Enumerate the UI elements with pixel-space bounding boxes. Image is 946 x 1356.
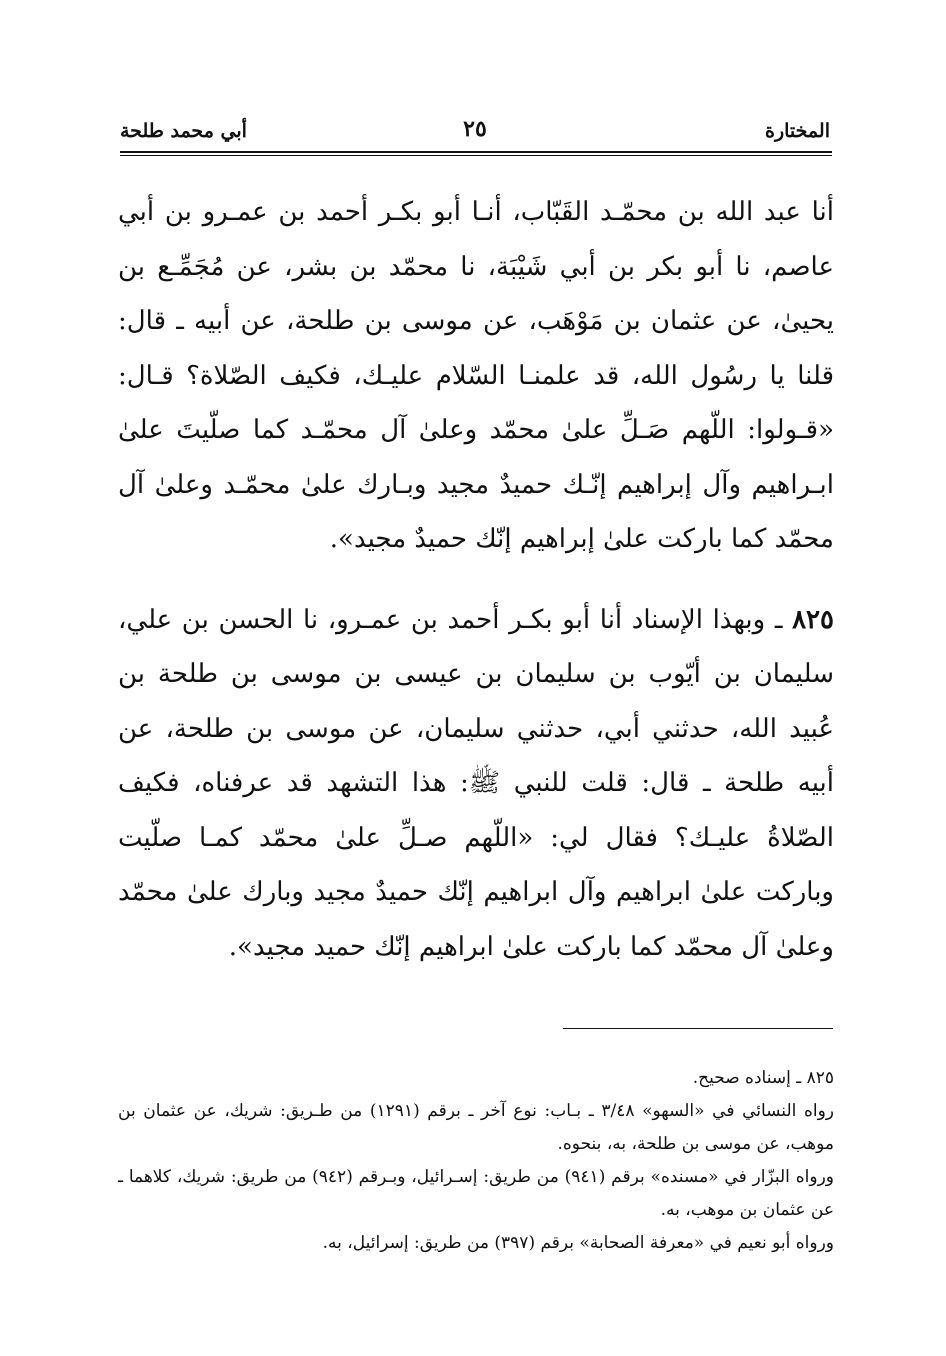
hadith-number: ٨٢٥ (792, 604, 834, 635)
footnote-line-1: ٨٢٥ ـ إسناده صحيح. (692, 1068, 834, 1088)
chapter-title: أبي محمد طلحة (120, 120, 247, 142)
hadith-paragraph-2-text: ـ وبهذا الإسناد أنا أبو بكـر أحمد بن عمـرو، نا الحسن بن علي، سليمان بن أيّوب بن سليمان بن عيسى بن موسى بن طلحة بن عُبيد الله، حدثني أبي، حدثني سليمان، عن موسى بن طلحة، عن أبيه طلحة ـ قال: قلت للنبي ﷺ: هذا التشهد قد عرفناه، فكيف الصّلاةُ عليـك؟ فقال لي: «اللّهم صـلِّ علىٰ محمّد كمـا صلّيت وباركت علىٰ ابراهيم وآل ابراهيم إنّك حميدٌ مجيد وبارك علىٰ محمّد وعلىٰ آل محمّد كما باركت علىٰ ابراهيم إنّك حميد مجيد». (118, 604, 835, 962)
footnote-separator (563, 1028, 833, 1029)
footnote-line-4: ورواه أبو نعيم في «معرفة الصحابة» برقم (٣٩٧) من طريق: إسرائيل، به. (322, 1233, 834, 1253)
main-text (118, 185, 834, 974)
footnotes (118, 1062, 834, 1260)
hadith-paragraph-2 (118, 593, 834, 975)
header-rule-thin (120, 155, 832, 156)
footnote-line-2: رواه النسائي في «السهو» ٣/٤٨ ـ بـاب: نوع آخر ـ برقم (١٢٩١) من طـريق: شريك، عن عثمان بن موهب، عن موسى بن طلحة، به، بنحوه. (118, 1101, 834, 1154)
header-rule (120, 151, 832, 153)
page-number: ٢٥ (463, 116, 487, 142)
running-header (120, 114, 830, 154)
hadith-paragraph-1: أنا عبد الله بن محمّـد القَبّاب، أنـا أبو بكـر أحمد بن عمـرو بن أبي عاصم، نا أبو بكر بن أبي شَيْبَة، نا محمّد بن بشر، عن مُجَمِّـع بن يحيىٰ، عن عثمان بن مَوْهَب، عن موسى بن طلحة، عن أبيه ـ قال: قلنا يا رسُول الله، قد علمنـا السّلام عليـك، فكيف الصّلاة؟ قـال: «قـولوا: اللّهم صَـلِّ علىٰ محمّد وعلىٰ آل محمّـد كما صلّيتَ علىٰ ابـراهيم وآل إبراهيم إنّـك حميدٌ مجيد وبـارك علىٰ محمّـد وعلىٰ آل محمّد كما باركت علىٰ إبراهيم إنّك حميدٌ مجيد». (118, 197, 835, 554)
footnote-line-3: ورواه البزّار في «مسنده» برقم (٩٤١) من طريق: إسـرائيل، وبـرقم (٩٤٢) من طريق: شريك، كلاهما ـ عن عثمان بن موهب، به. (118, 1167, 835, 1220)
book-title: المختارة (765, 120, 830, 142)
